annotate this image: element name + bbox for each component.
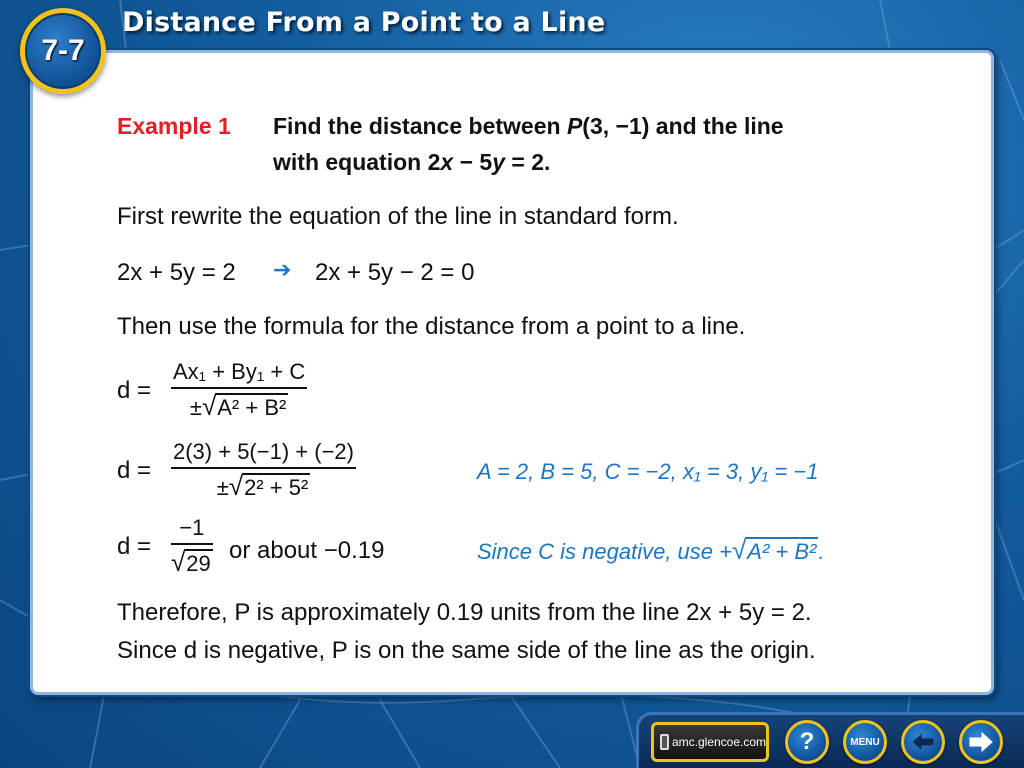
formula-numerator: Ax₁ + By₁ + C bbox=[173, 359, 306, 384]
radical-sign: √ bbox=[201, 391, 217, 421]
d-equals: d = bbox=[117, 377, 152, 404]
equation-standard: 2x + 5y − 2 = 0 bbox=[315, 259, 475, 286]
question-icon: ? bbox=[799, 728, 815, 755]
back-button[interactable] bbox=[901, 720, 945, 764]
radicand: 2² + 5² bbox=[244, 475, 309, 500]
help-button[interactable] bbox=[785, 720, 829, 764]
example-problem-line1 bbox=[273, 113, 784, 140]
problem-text: (3, −1) and the line bbox=[582, 113, 784, 139]
problem-text: = 2. bbox=[505, 149, 551, 175]
problem-var-x: x bbox=[440, 149, 454, 175]
problem-text: with equation 2 bbox=[273, 149, 441, 175]
problem-var-y: y bbox=[492, 149, 505, 175]
result-denominator bbox=[171, 547, 213, 578]
substitution-fraction bbox=[171, 439, 356, 502]
radicand: A² + B² bbox=[217, 395, 287, 420]
lesson-badge bbox=[20, 8, 106, 94]
result-fraction bbox=[171, 515, 213, 578]
result-numerator: −1 bbox=[179, 515, 205, 540]
plus-minus: ± bbox=[216, 475, 229, 500]
plus-minus: ± bbox=[189, 395, 202, 420]
substitution-note: A = 2, B = 5, C = −2, x₁ = 3, y₁ = −1 bbox=[477, 459, 819, 484]
note-text: Since C is negative, use + bbox=[477, 539, 732, 564]
radical-sign: √ bbox=[731, 535, 747, 565]
arrow-right-icon bbox=[968, 731, 994, 753]
formula-denominator bbox=[171, 391, 307, 422]
bottom-nav-bar bbox=[636, 712, 1024, 768]
conclusion-line1: Therefore, P is approximately 0.19 units from the line 2x + 5y = 2. bbox=[117, 599, 812, 626]
result-approx: or about −0.19 bbox=[229, 537, 385, 564]
substitution-numerator: 2(3) + 5(−1) + (−2) bbox=[173, 439, 354, 464]
radicand: 29 bbox=[186, 551, 211, 576]
menu-label: MENU bbox=[850, 736, 880, 748]
menu-button[interactable] bbox=[843, 720, 887, 764]
problem-text: Find the distance between bbox=[273, 113, 567, 139]
website-button[interactable] bbox=[651, 722, 769, 762]
radicand: A² + B² bbox=[747, 539, 817, 564]
website-label: amc.glencoe.com bbox=[671, 735, 766, 749]
fraction-bar bbox=[171, 543, 213, 545]
equation-original: 2x + 5y = 2 bbox=[117, 259, 236, 286]
arrow-right-icon: ➔ bbox=[273, 257, 292, 282]
radical-sign: √ bbox=[171, 547, 186, 577]
d-equals: d = bbox=[117, 457, 152, 484]
note-text: . bbox=[818, 539, 825, 564]
arrow-left-icon bbox=[910, 731, 936, 753]
lesson-number: 7-7 bbox=[41, 34, 85, 67]
problem-point-var: P bbox=[566, 113, 583, 139]
radical-sign: √ bbox=[228, 471, 244, 501]
fraction-bar bbox=[171, 387, 307, 389]
example-problem-line2 bbox=[273, 149, 550, 176]
example-label: Example 1 bbox=[117, 113, 231, 139]
fraction-bar bbox=[171, 467, 356, 469]
rewrite-intro: First rewrite the equation of the line in standard form. bbox=[117, 203, 679, 230]
formula-fraction bbox=[171, 359, 307, 422]
substitution-denominator bbox=[171, 471, 356, 502]
problem-text: − 5 bbox=[453, 149, 493, 175]
next-button[interactable] bbox=[959, 720, 1003, 764]
page-title: Distance From a Point to a Line bbox=[122, 7, 606, 38]
d-equals: d = bbox=[117, 533, 152, 560]
result-note bbox=[477, 535, 824, 566]
conclusion-line2: Since d is negative, P is on the same side of the line as the origin. bbox=[117, 637, 816, 664]
content-panel bbox=[30, 50, 994, 695]
monitor-icon bbox=[660, 734, 669, 750]
formula-intro: Then use the formula for the distance from a point to a line. bbox=[117, 313, 746, 340]
